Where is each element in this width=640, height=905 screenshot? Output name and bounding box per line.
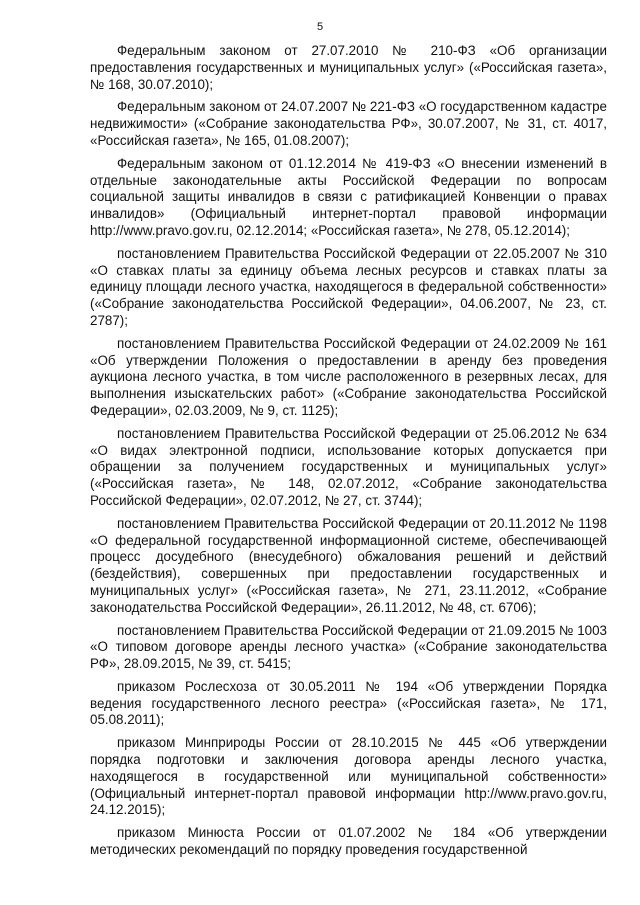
document-body — [90, 43, 607, 865]
law-reference-paragraph: приказом Минприроды России от 28.10.2015 № 445 «Об утверждении порядка подготовки и заключения договора аренды лесного участка, находящегося в государственной или муниципальной собственности» (Официальный интернет-портал правовой информации http://www.pravo.gov.ru, 24.12.2015); — [90, 735, 607, 818]
law-reference-paragraph: приказом Рослесхоза от 30.05.2011 № 194 «Об утверждении Порядка ведения государственного лесного реестра» («Российская газета», № 171, 05.08.2011); — [90, 678, 607, 728]
law-reference-paragraph: постановлением Правительства Российской Федерации от 22.05.2007 № 310 «О ставках платы за единицу объема лесных ресурсов и ставках платы за единицу площади лесного участка, находящегося в федеральной собственности» («Собрание законодательства Российской Федерации», 04.06.2007, № 23, ст. 2787); — [90, 245, 607, 328]
page-number: 5 — [316, 21, 324, 33]
law-reference-paragraph: Федеральным законом от 24.07.2007 № 221-ФЗ «О государственном кадастре недвижимости» («Собрание законодательства РФ», 30.07.2007, № 31, ст. 4017, «Российская газета», № 165, 01.08.2007); — [90, 99, 607, 148]
law-reference-paragraph: приказом Минюста России от 01.07.2002 № 184 «Об утверждении методических рекомендаций по порядку проведения государственной — [90, 825, 607, 858]
law-reference-paragraph: постановлением Правительства Российской Федерации от 21.09.2015 № 1003 «О типовом договоре аренды лесного участка» («Собрание законодательства РФ», 28.09.2015, № 39, ст. 5415; — [90, 622, 607, 672]
law-reference-paragraph: постановлением Правительства Российской Федерации от 20.11.2012 № 1198 «О федеральной государственной информационной системе, обеспечивающей процесс досудебного (внесудебного) обжалования решений и действий (бездействия), совершенных при предоставлении государственных и муниципальных услуг» («Российская газета», № 271, 23.11.2012, «Собрание законодательства Российской Федерации», 26.11.2012, № 48, ст. 6706); — [90, 515, 607, 615]
law-reference-paragraph: постановлением Правительства Российской Федерации от 25.06.2012 № 634 «О видах электронной подписи, использование которых допускается при обращении за получением государственных и муниципальных услуг» («Российская газета», № 148, 02.07.2012, «Собрание законодательства Российской Федерации», 02.07.2012, № 27, ст. 3744); — [90, 425, 607, 508]
law-reference-paragraph: Федеральным законом от 01.12.2014 № 419-ФЗ «О внесении изменений в отдельные законодательные акты Российской Федерации по вопросам социальной защиты инвалидов в связи с ратификацией Конвенции о правах инвалидов» (Официальный интернет-портал правовой информации http://www.pravo.gov.ru, 02.12.2014; «Российская газета», № 278, 05.12.2014); — [90, 155, 607, 238]
law-reference-paragraph: постановлением Правительства Российской Федерации от 24.02.2009 № 161 «Об утверждении Положения о предоставлении в аренду без проведения аукциона лесного участка, в том числе расположенного в резервных лесах, для выполнения изыскательских работ» («Собрание законодательства Российской Федерации», 02.03.2009, № 9, ст. 1125); — [90, 335, 607, 418]
law-reference-paragraph: Федеральным законом от 27.07.2010 № 210-ФЗ «Об организации предоставления государственных и муниципальных услуг» («Российская газета», № 168, 30.07.2010); — [90, 43, 607, 92]
